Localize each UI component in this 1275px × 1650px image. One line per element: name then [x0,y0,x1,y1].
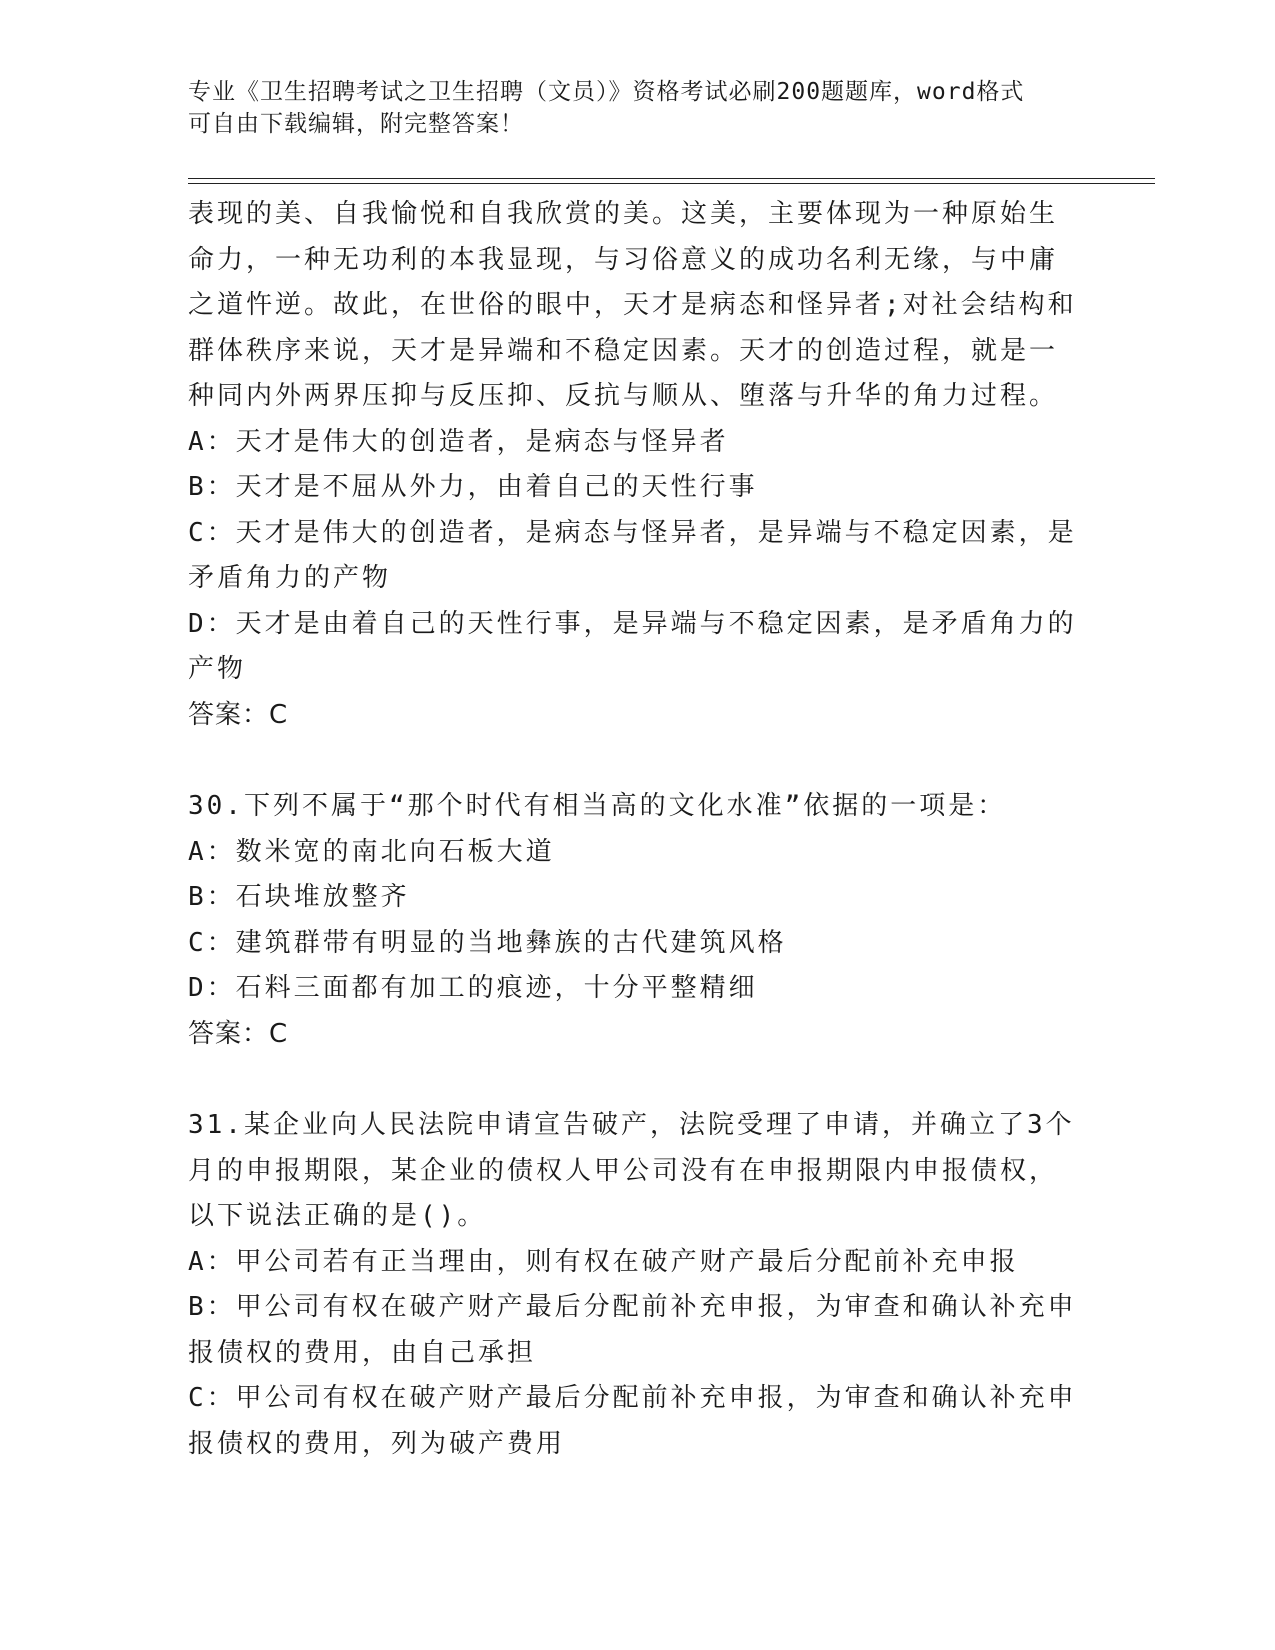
question-text-continued: 以下说法正确的是()。 [188,1201,487,1231]
option-c: C：天才是伟大的创造者，是病态与怪异者，是异端与不稳定因素，是 [188,517,1077,548]
document-header [188,76,1068,140]
question-30 [188,784,1088,1057]
option-d: D：天才是由着自己的天性行事，是异端与不稳定因素，是矛盾角力的 [188,608,1077,639]
header-title-line-1: 专业《卫生招聘考试之卫生招聘（文员）》资格考试必刷200题题库，word格式 [188,79,1025,105]
passage-line: 之道忤逆。故此，在世俗的眼中，天才是病态和怪异者;对社会结构和 [188,290,1077,320]
question-text-continued: 月的申报期限，某企业的债权人甲公司没有在申报期限内申报债权， [188,1155,1059,1186]
option-c-continued: 矛盾角力的产物 [188,563,392,593]
option-c: C：甲公司有权在破产财产最后分配前补充申报，为审查和确认补充申 [188,1383,1077,1413]
header-divider-top [188,178,1155,179]
passage-line: 群体秩序来说，天才是异端和不稳定因素。天才的创造过程，就是一 [188,335,1059,366]
spacer [188,1057,1088,1103]
option-a: A：数米宽的南北向石板大道 [188,836,555,867]
option-b: B：甲公司有权在破产财产最后分配前补充申报，为审查和确认补充申 [188,1292,1077,1322]
question-text: 30.下列不属于“那个时代有相当高的文化水准”依据的一项是： [188,791,1007,821]
header-divider-bottom [188,183,1155,184]
question-29 [188,192,1088,738]
option-c-continued: 报债权的费用，列为破产费用 [188,1428,566,1459]
spacer [188,738,1088,784]
option-a: A：天才是伟大的创造者，是病态与怪异者 [188,426,729,457]
option-b-continued: 报债权的费用，由自己承担 [188,1337,537,1368]
question-text: 31.某企业向人民法院申请宣告破产，法院受理了申请，并确立了3个 [188,1110,1075,1140]
question-31 [188,1103,1088,1467]
header-title-line-2: 可自由下载编辑，附完整答案！ [188,111,524,137]
option-b: B：石块堆放整齐 [188,882,410,912]
option-c: C：建筑群带有明显的当地彝族的古代建筑风格 [188,927,787,958]
document-body [188,192,1088,1467]
passage-line: 命力，一种无功利的本我显现，与习俗意义的成功名利无缘，与中庸 [188,244,1059,275]
option-d-continued: 产物 [188,654,247,684]
option-d: D：石料三面都有加工的痕迹，十分平整精细 [188,973,758,1003]
option-a: A：甲公司若有正当理由，则有权在破产财产最后分配前补充申报 [188,1246,1019,1277]
passage-line: 表现的美、自我愉悦和自我欣赏的美。这美，主要体现为一种原始生 [188,199,1059,229]
answer-label: 答案：C [188,1018,289,1049]
passage-line: 种同内外两界压抑与反压抑、反抗与顺从、堕落与升华的角力过程。 [188,381,1059,411]
answer-label: 答案：C [188,699,289,730]
option-b: B：天才是不屈从外力，由着自己的天性行事 [188,472,758,502]
